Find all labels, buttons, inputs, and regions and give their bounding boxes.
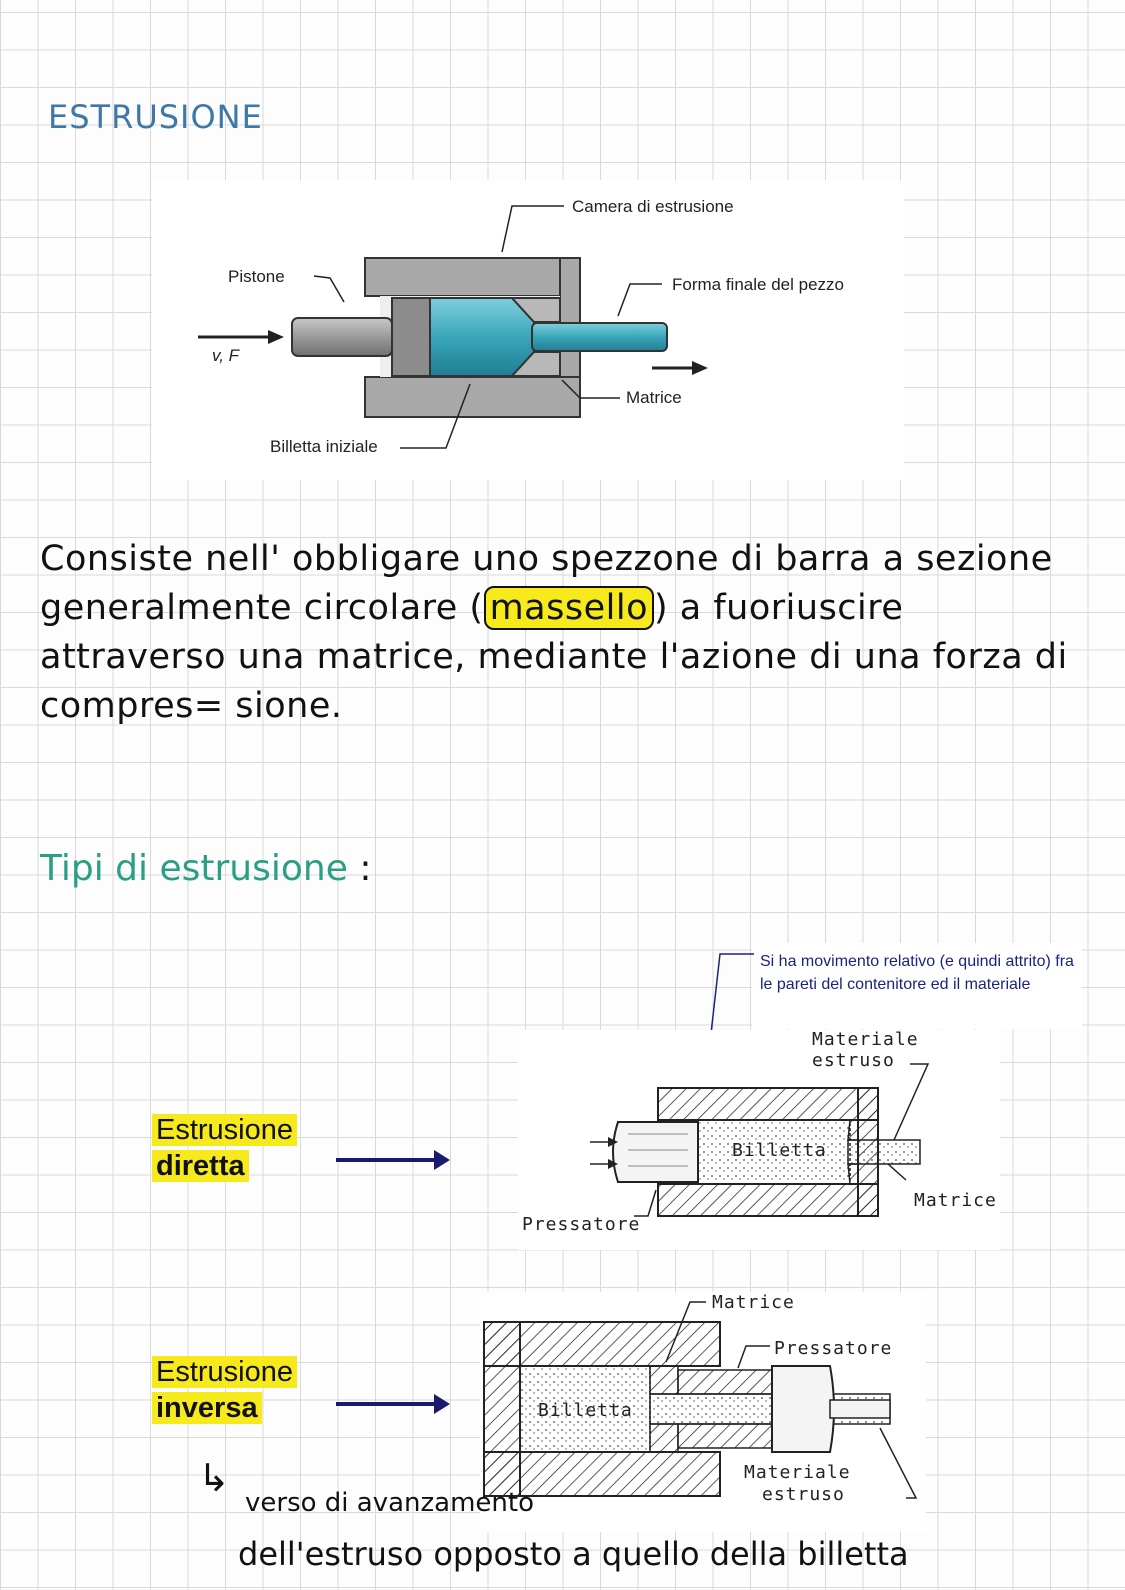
inverse-matrice: Matrice [712,1292,795,1313]
types-title: Tipi di estrusione [40,848,348,889]
inverse-arrow [336,1402,436,1406]
types-colon: : [359,848,372,889]
paragraph-part2: ) a fuoriuscire attraverso una matrice, mediante l'azione di una forza di compres= sione. [40,588,1068,726]
direct-line1: Estrusione [152,1114,297,1146]
extruded-rod [532,323,667,351]
chamber-top [365,258,580,296]
piston-rod [292,318,392,356]
direct-billetta: Billetta [732,1140,827,1161]
definition-paragraph [40,535,1100,731]
inverse-billetta: Billetta [538,1400,633,1421]
friction-note: Si ha movimento relativo (e quindi attrito) fra le pareti del contenitore ed il materiale [760,953,1074,993]
inverse-extrusion-diagram [480,1292,926,1532]
direct-extrusion-diagram [518,1030,1000,1250]
label-vf: v, F [212,346,240,365]
label-forma: Forma finale del pezzo [672,275,844,294]
direct-materiale: Materiale [812,1029,919,1050]
label-billetta: Billetta iniziale [270,437,378,456]
extrusion-diagram [152,180,904,480]
direct-matrice: Matrice [914,1190,997,1211]
inverse-extrusion-label [152,1354,297,1426]
direct-line2: diretta [152,1150,249,1182]
highlight-massello: massello [484,586,654,630]
inverse-line2: inversa [152,1392,262,1424]
direct-arrow [336,1158,436,1162]
inverse-line1: Estrusione [152,1356,297,1388]
paragraph-part1: Consiste nell' obbligare uno spezzone di barra a sezione generalmente circolare ( [40,539,1053,628]
inverse-pressatore: Pressatore [774,1338,893,1359]
direct-extrusion-label [152,1112,297,1184]
page-title: ESTRUSIONE [48,98,263,136]
hook-arrow-icon: ↳ [198,1456,230,1500]
billet [430,298,534,376]
direct-pressatore: Pressatore [522,1214,641,1235]
label-matrice: Matrice [626,388,682,407]
inverse-estruso: estruso [762,1484,845,1505]
piston-head [392,298,430,376]
footnote-line1: verso di avanzamento [245,1488,534,1518]
label-pistone: Pistone [228,267,285,286]
footnote-line2: dell'estruso opposto a quello della billetta [238,1535,909,1573]
inverse-materiale: Materiale [744,1462,851,1483]
types-heading [40,848,371,889]
direct-estruso: estruso [812,1050,895,1071]
extrusion-diagram-svg [152,180,904,480]
label-camera: Camera di estrusione [572,197,734,216]
chamber-bottom [365,377,580,417]
